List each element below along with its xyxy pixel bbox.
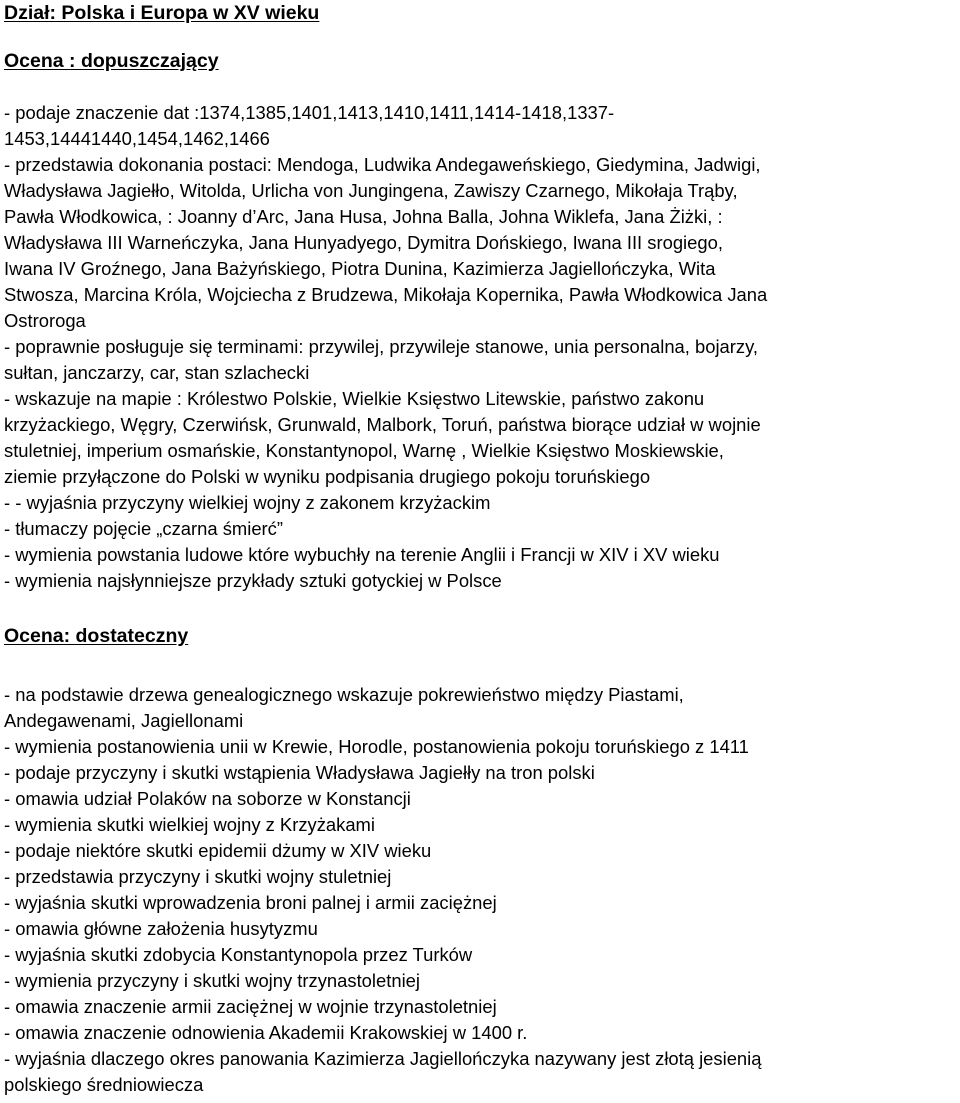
text-line: stuletniej, imperium osmańskie, Konstantynopol, Warnę , Wielkie Księstwo Moskiewskie, [4, 440, 724, 461]
section-body-dopuszczajacy [4, 100, 960, 594]
text-line: - omawia udział Polaków na soborze w Konstancji [4, 788, 411, 809]
text-line: sułtan, janczarzy, car, stan szlachecki [4, 362, 310, 383]
text-line: - wyjaśnia skutki zdobycia Konstantynopola przez Turków [4, 944, 473, 965]
section-heading-dopuszczajacy: Ocena : dopuszczający [4, 50, 219, 72]
text-line: - przedstawia przyczyny i skutki wojny stuletniej [4, 866, 392, 887]
text-line: Pawła Włodkowica, : Joanny d’Arc, Jana Husa, Johna Balla, Johna Wiklefa, Jana Żiżki, : [4, 206, 723, 227]
text-line: - podaje niektóre skutki epidemii dżumy w XIV wieku [4, 840, 432, 861]
text-line: - poprawnie posługuje się terminami: przywilej, przywileje stanowe, unia personalna, bojarzy, [4, 336, 759, 357]
text-line: - omawia znaczenie armii zaciężnej w wojnie trzynastoletniej [4, 996, 497, 1017]
text-line: Władysława III Warneńczyka, Jana Hunyadyego, Dymitra Dońskiego, Iwana III srogiego, [4, 232, 723, 253]
text-line: - wymienia postanowienia unii w Krewie, Horodle, postanowienia pokoju toruńskiego z 1411 [4, 736, 749, 757]
text-line: polskiego średniowiecza [4, 1074, 204, 1095]
text-line: 1453,14441440,1454,1462,1466 [4, 128, 270, 149]
text-line: - omawia główne założenia husytyzmu [4, 918, 318, 939]
section-body-dostateczny [4, 682, 960, 1098]
text-line: Ostroroga [4, 310, 86, 331]
text-line: - przedstawia dokonania postaci: Mendoga, Ludwika Andegaweńskiego, Giedymina, Jadwigi, [4, 154, 761, 175]
text-line: krzyżackiego, Węgry, Czerwińsk, Grunwald, Malbork, Toruń, państwa biorące udział w wojnie [4, 414, 761, 435]
section-heading-dostateczny: Ocena: dostateczny [4, 625, 189, 647]
text-line: - tłumaczy pojęcie „czarna śmierć” [4, 518, 283, 539]
text-line: - podaje przyczyny i skutki wstąpienia Władysława Jagiełły na tron polski [4, 762, 595, 783]
text-line: - podaje znaczenie dat :1374,1385,1401,1413,1410,1411,1414-1418,1337- [4, 102, 615, 123]
text-line: - - wyjaśnia przyczyny wielkiej wojny z zakonem krzyżackim [4, 492, 491, 513]
text-line: - wyjaśnia skutki wprowadzenia broni palnej i armii zaciężnej [4, 892, 497, 913]
text-line: - wymienia skutki wielkiej wojny z Krzyżakami [4, 814, 375, 835]
text-line: Andegawenami, Jagiellonami [4, 710, 244, 731]
text-line: Władysława Jagiełło, Witolda, Urlicha von Jungingena, Zawiszy Czarnego, Mikołaja Trąby, [4, 180, 738, 201]
text-line: - na podstawie drzewa genealogicznego wskazuje pokrewieństwo między Piastami, [4, 684, 684, 705]
text-line: ziemie przyłączone do Polski w wyniku podpisania drugiego pokoju toruńskiego [4, 466, 651, 487]
text-line: - wymienia przyczyny i skutki wojny trzynastoletniej [4, 970, 420, 991]
text-line: Iwana IV Groźnego, Jana Bażyńskiego, Piotra Dunina, Kazimierza Jagiellończyka, Wita [4, 258, 716, 279]
text-line: - wymienia najsłynniejsze przykłady sztuki gotyckiej w Polsce [4, 570, 502, 591]
text-line: - wskazuje na mapie : Królestwo Polskie, Wielkie Księstwo Litewskie, państwo zakonu [4, 388, 705, 409]
text-line: Stwosza, Marcina Króla, Wojciecha z Brudzewa, Mikołaja Kopernika, Pawła Włodkowica Jana [4, 284, 768, 305]
document-title: Dział: Polska i Europa w XV wieku [4, 2, 320, 24]
text-line: - omawia znaczenie odnowienia Akademii Krakowskiej w 1400 r. [4, 1022, 528, 1043]
text-line: - wyjaśnia dlaczego okres panowania Kazimierza Jagiellończyka nazywany jest złotą jesienią [4, 1048, 762, 1069]
text-line: - wymienia powstania ludowe które wybuchły na terenie Anglii i Francji w XIV i XV wieku [4, 544, 720, 565]
